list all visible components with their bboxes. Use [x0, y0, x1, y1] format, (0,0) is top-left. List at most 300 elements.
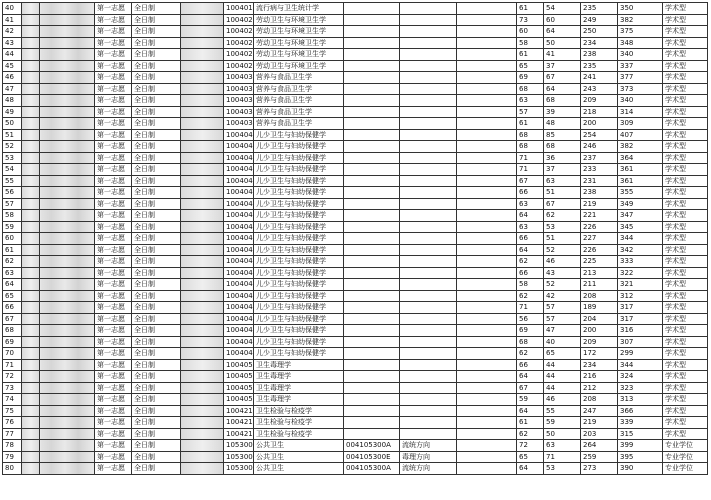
row-number-cell: 43 [3, 37, 22, 49]
row-number-cell: 40 [3, 3, 22, 15]
choice-cell: 第一志愿 [95, 210, 132, 222]
redacted-cell [181, 244, 224, 256]
direction-code-cell [344, 129, 400, 141]
score-cell: 200 [581, 325, 618, 337]
choice-cell: 第一志愿 [95, 60, 132, 72]
score-cell: 66 [517, 359, 544, 371]
direction-name-cell [400, 49, 457, 61]
table-row [3, 302, 708, 314]
major-code-cell: 100404 [224, 348, 254, 360]
major-name-cell: 儿少卫生与妇幼保健学 [254, 256, 344, 268]
study-mode-cell: 全日制 [132, 221, 181, 233]
empty-cell [457, 175, 517, 187]
table-row [3, 371, 708, 383]
direction-code-cell [344, 233, 400, 245]
total-score-cell: 337 [618, 60, 663, 72]
redacted-cell [181, 290, 224, 302]
score-cell: 238 [581, 187, 618, 199]
score-cell: 71 [544, 451, 581, 463]
major-code-cell: 100404 [224, 152, 254, 164]
major-code-cell: 100401 [224, 3, 254, 15]
degree-type-cell: 学术型 [663, 49, 708, 61]
choice-cell: 第一志愿 [95, 198, 132, 210]
total-score-cell: 322 [618, 267, 663, 279]
direction-code-cell: 004105300A [344, 463, 400, 475]
score-cell: 218 [581, 106, 618, 118]
direction-name-cell [400, 382, 457, 394]
redacted-cell [181, 405, 224, 417]
score-cell: 68 [544, 141, 581, 153]
table-row [3, 440, 708, 452]
redacted-cell [181, 279, 224, 291]
score-cell: 67 [517, 382, 544, 394]
degree-type-cell: 学术型 [663, 302, 708, 314]
redacted-cell [22, 14, 40, 26]
table-row [3, 405, 708, 417]
score-cell: 48 [544, 118, 581, 130]
study-mode-cell: 全日制 [132, 106, 181, 118]
score-cell: 64 [544, 26, 581, 38]
row-number-cell: 78 [3, 440, 22, 452]
degree-type-cell: 学术型 [663, 187, 708, 199]
score-cell: 60 [517, 26, 544, 38]
score-cell: 225 [581, 256, 618, 268]
choice-cell: 第一志愿 [95, 463, 132, 475]
direction-code-cell: 004105300E [344, 451, 400, 463]
study-mode-cell: 全日制 [132, 187, 181, 199]
redacted-cell [40, 152, 95, 164]
total-score-cell: 399 [618, 440, 663, 452]
score-cell: 63 [544, 175, 581, 187]
empty-cell [457, 244, 517, 256]
direction-name-cell [400, 428, 457, 440]
choice-cell: 第一志愿 [95, 302, 132, 314]
score-cell: 235 [581, 60, 618, 72]
major-code-cell: 100402 [224, 49, 254, 61]
degree-type-cell: 专业学位 [663, 451, 708, 463]
score-cell: 39 [544, 106, 581, 118]
direction-code-cell [344, 152, 400, 164]
score-cell: 200 [581, 118, 618, 130]
major-name-cell: 儿少卫生与妇幼保健学 [254, 313, 344, 325]
row-number-cell: 50 [3, 118, 22, 130]
major-code-cell: 100421 [224, 428, 254, 440]
major-code-cell: 100402 [224, 14, 254, 26]
redacted-cell [22, 336, 40, 348]
score-cell: 44 [544, 359, 581, 371]
score-cell: 254 [581, 129, 618, 141]
direction-name-cell [400, 3, 457, 15]
row-number-cell: 79 [3, 451, 22, 463]
score-cell: 226 [581, 221, 618, 233]
redacted-cell [181, 106, 224, 118]
redacted-cell [181, 382, 224, 394]
redacted-cell [40, 210, 95, 222]
table-row [3, 72, 708, 84]
empty-cell [457, 187, 517, 199]
direction-code-cell [344, 72, 400, 84]
major-name-cell: 劳动卫生与环境卫生学 [254, 26, 344, 38]
row-number-cell: 44 [3, 49, 22, 61]
redacted-cell [40, 279, 95, 291]
direction-code-cell [344, 302, 400, 314]
study-mode-cell: 全日制 [132, 129, 181, 141]
study-mode-cell: 全日制 [132, 371, 181, 383]
score-cell: 62 [517, 348, 544, 360]
major-name-cell: 公共卫生 [254, 440, 344, 452]
table-row [3, 95, 708, 107]
major-name-cell: 劳动卫生与环境卫生学 [254, 37, 344, 49]
redacted-cell [22, 290, 40, 302]
total-score-cell: 299 [618, 348, 663, 360]
major-code-cell: 100404 [224, 198, 254, 210]
score-cell: 69 [517, 72, 544, 84]
score-cell: 234 [581, 37, 618, 49]
major-name-cell: 儿少卫生与妇幼保健学 [254, 233, 344, 245]
direction-code-cell [344, 83, 400, 95]
major-code-cell: 105300 [224, 451, 254, 463]
score-cell: 69 [517, 325, 544, 337]
redacted-cell [22, 49, 40, 61]
score-cell: 238 [581, 49, 618, 61]
direction-name-cell [400, 417, 457, 429]
score-cell: 58 [517, 279, 544, 291]
redacted-cell [22, 451, 40, 463]
study-mode-cell: 全日制 [132, 95, 181, 107]
total-score-cell: 321 [618, 279, 663, 291]
redacted-cell [181, 256, 224, 268]
major-code-cell: 100403 [224, 83, 254, 95]
empty-cell [457, 290, 517, 302]
redacted-cell [22, 279, 40, 291]
redacted-cell [22, 106, 40, 118]
choice-cell: 第一志愿 [95, 428, 132, 440]
degree-type-cell: 学术型 [663, 141, 708, 153]
direction-name-cell [400, 72, 457, 84]
total-score-cell: 364 [618, 152, 663, 164]
choice-cell: 第一志愿 [95, 37, 132, 49]
major-name-cell: 儿少卫生与妇幼保健学 [254, 302, 344, 314]
redacted-cell [181, 348, 224, 360]
choice-cell: 第一志愿 [95, 290, 132, 302]
study-mode-cell: 全日制 [132, 198, 181, 210]
score-cell: 63 [517, 95, 544, 107]
degree-type-cell: 学术型 [663, 26, 708, 38]
direction-code-cell [344, 26, 400, 38]
direction-name-cell: 毒理方向 [400, 451, 457, 463]
major-name-cell: 儿少卫生与妇幼保健学 [254, 129, 344, 141]
study-mode-cell: 全日制 [132, 348, 181, 360]
redacted-cell [40, 187, 95, 199]
redacted-cell [40, 175, 95, 187]
degree-type-cell: 学术型 [663, 233, 708, 245]
row-number-cell: 52 [3, 141, 22, 153]
score-cell: 66 [517, 187, 544, 199]
table-row [3, 152, 708, 164]
score-cell: 243 [581, 83, 618, 95]
total-score-cell: 315 [618, 428, 663, 440]
score-cell: 71 [517, 302, 544, 314]
empty-cell [457, 428, 517, 440]
table-row [3, 244, 708, 256]
redacted-cell [40, 302, 95, 314]
redacted-cell [40, 371, 95, 383]
redacted-cell [22, 371, 40, 383]
study-mode-cell: 全日制 [132, 417, 181, 429]
direction-code-cell [344, 405, 400, 417]
empty-cell [457, 164, 517, 176]
direction-name-cell [400, 164, 457, 176]
empty-cell [457, 233, 517, 245]
score-cell: 64 [517, 405, 544, 417]
direction-code-cell [344, 417, 400, 429]
table-row [3, 60, 708, 72]
major-name-cell: 卫生毒理学 [254, 359, 344, 371]
major-name-cell: 流行病与卫生统计学 [254, 3, 344, 15]
major-name-cell: 儿少卫生与妇幼保健学 [254, 164, 344, 176]
table-row [3, 336, 708, 348]
score-cell: 61 [517, 49, 544, 61]
score-cell: 219 [581, 417, 618, 429]
row-number-cell: 68 [3, 325, 22, 337]
major-name-cell: 卫生检验与检疫学 [254, 417, 344, 429]
score-cell: 250 [581, 26, 618, 38]
table-row [3, 233, 708, 245]
degree-type-cell: 学术型 [663, 95, 708, 107]
major-name-cell: 儿少卫生与妇幼保健学 [254, 290, 344, 302]
redacted-cell [181, 417, 224, 429]
major-name-cell: 儿少卫生与妇幼保健学 [254, 348, 344, 360]
score-cell: 47 [544, 325, 581, 337]
redacted-cell [40, 95, 95, 107]
major-code-cell: 100404 [224, 325, 254, 337]
score-cell: 216 [581, 371, 618, 383]
major-code-cell: 100402 [224, 37, 254, 49]
score-cell: 40 [544, 336, 581, 348]
redacted-cell [181, 60, 224, 72]
row-number-cell: 62 [3, 256, 22, 268]
study-mode-cell: 全日制 [132, 49, 181, 61]
degree-type-cell: 学术型 [663, 290, 708, 302]
score-cell: 64 [517, 371, 544, 383]
major-name-cell: 儿少卫生与妇幼保健学 [254, 141, 344, 153]
major-name-cell: 儿少卫生与妇幼保健学 [254, 279, 344, 291]
redacted-cell [40, 267, 95, 279]
degree-type-cell: 学术型 [663, 72, 708, 84]
score-cell: 259 [581, 451, 618, 463]
score-cell: 61 [517, 417, 544, 429]
table-row [3, 164, 708, 176]
empty-cell [457, 440, 517, 452]
table-row [3, 417, 708, 429]
redacted-cell [40, 417, 95, 429]
choice-cell: 第一志愿 [95, 371, 132, 383]
direction-code-cell [344, 164, 400, 176]
major-code-cell: 100403 [224, 118, 254, 130]
choice-cell: 第一志愿 [95, 405, 132, 417]
choice-cell: 第一志愿 [95, 348, 132, 360]
redacted-cell [22, 417, 40, 429]
direction-code-cell [344, 279, 400, 291]
direction-name-cell [400, 198, 457, 210]
choice-cell: 第一志愿 [95, 325, 132, 337]
redacted-cell [22, 382, 40, 394]
study-mode-cell: 全日制 [132, 14, 181, 26]
major-name-cell: 儿少卫生与妇幼保健学 [254, 152, 344, 164]
total-score-cell: 349 [618, 198, 663, 210]
major-code-cell: 100404 [224, 290, 254, 302]
direction-code-cell [344, 244, 400, 256]
direction-name-cell [400, 233, 457, 245]
score-cell: 211 [581, 279, 618, 291]
row-number-cell: 55 [3, 175, 22, 187]
row-number-cell: 47 [3, 83, 22, 95]
degree-type-cell: 学术型 [663, 371, 708, 383]
redacted-cell [22, 164, 40, 176]
degree-type-cell: 学术型 [663, 221, 708, 233]
major-name-cell: 营养与食品卫生学 [254, 72, 344, 84]
row-number-cell: 74 [3, 394, 22, 406]
study-mode-cell: 全日制 [132, 83, 181, 95]
choice-cell: 第一志愿 [95, 187, 132, 199]
choice-cell: 第一志愿 [95, 175, 132, 187]
total-score-cell: 390 [618, 463, 663, 475]
major-code-cell: 100405 [224, 371, 254, 383]
direction-code-cell [344, 187, 400, 199]
empty-cell [457, 152, 517, 164]
total-score-cell: 348 [618, 37, 663, 49]
degree-type-cell: 学术型 [663, 164, 708, 176]
major-name-cell: 儿少卫生与妇幼保健学 [254, 187, 344, 199]
redacted-cell [22, 152, 40, 164]
choice-cell: 第一志愿 [95, 83, 132, 95]
score-cell: 203 [581, 428, 618, 440]
redacted-cell [181, 198, 224, 210]
redacted-cell [181, 141, 224, 153]
study-mode-cell: 全日制 [132, 141, 181, 153]
score-cell: 65 [517, 60, 544, 72]
score-cell: 53 [544, 221, 581, 233]
study-mode-cell: 全日制 [132, 3, 181, 15]
table-row [3, 279, 708, 291]
table-row [3, 129, 708, 141]
score-cell: 59 [517, 394, 544, 406]
study-mode-cell: 全日制 [132, 118, 181, 130]
direction-name-cell [400, 26, 457, 38]
major-code-cell: 100403 [224, 95, 254, 107]
total-score-cell: 324 [618, 371, 663, 383]
redacted-cell [181, 175, 224, 187]
choice-cell: 第一志愿 [95, 95, 132, 107]
total-score-cell: 309 [618, 118, 663, 130]
redacted-cell [22, 302, 40, 314]
table-row [3, 359, 708, 371]
major-code-cell: 105300 [224, 463, 254, 475]
total-score-cell: 339 [618, 417, 663, 429]
score-cell: 50 [544, 37, 581, 49]
direction-name-cell [400, 313, 457, 325]
redacted-cell [40, 440, 95, 452]
score-cell: 63 [544, 440, 581, 452]
score-cell: 72 [517, 440, 544, 452]
redacted-cell [22, 95, 40, 107]
choice-cell: 第一志愿 [95, 26, 132, 38]
score-cell: 53 [544, 463, 581, 475]
empty-cell [457, 302, 517, 314]
direction-name-cell [400, 256, 457, 268]
score-cell: 226 [581, 244, 618, 256]
score-cell: 237 [581, 152, 618, 164]
score-cell: 60 [544, 14, 581, 26]
redacted-cell [22, 141, 40, 153]
redacted-cell [40, 106, 95, 118]
empty-cell [457, 359, 517, 371]
major-name-cell: 卫生毒理学 [254, 382, 344, 394]
direction-code-cell [344, 336, 400, 348]
score-cell: 64 [517, 463, 544, 475]
score-cell: 208 [581, 394, 618, 406]
study-mode-cell: 全日制 [132, 405, 181, 417]
redacted-cell [181, 164, 224, 176]
degree-type-cell: 学术型 [663, 405, 708, 417]
total-score-cell: 407 [618, 129, 663, 141]
choice-cell: 第一志愿 [95, 417, 132, 429]
major-code-cell: 100404 [224, 210, 254, 222]
redacted-cell [22, 37, 40, 49]
direction-name-cell [400, 279, 457, 291]
score-cell: 57 [544, 302, 581, 314]
score-cell: 43 [544, 267, 581, 279]
score-cell: 62 [517, 256, 544, 268]
major-name-cell: 营养与食品卫生学 [254, 106, 344, 118]
degree-type-cell: 专业学位 [663, 463, 708, 475]
score-cell: 66 [517, 233, 544, 245]
total-score-cell: 361 [618, 175, 663, 187]
score-cell: 52 [544, 244, 581, 256]
choice-cell: 第一志愿 [95, 359, 132, 371]
score-cell: 231 [581, 175, 618, 187]
score-cell: 37 [544, 164, 581, 176]
major-name-cell: 卫生检验与检疫学 [254, 428, 344, 440]
redacted-cell [22, 267, 40, 279]
redacted-cell [181, 267, 224, 279]
redacted-cell [181, 233, 224, 245]
score-cell: 37 [544, 60, 581, 72]
admission-score-table [2, 2, 708, 475]
redacted-cell [40, 359, 95, 371]
direction-name-cell: 流统方向 [400, 440, 457, 452]
choice-cell: 第一志愿 [95, 336, 132, 348]
table-row [3, 141, 708, 153]
redacted-cell [22, 3, 40, 15]
direction-name-cell [400, 336, 457, 348]
redacted-cell [22, 175, 40, 187]
major-code-cell: 100404 [224, 256, 254, 268]
major-name-cell: 劳动卫生与环境卫生学 [254, 60, 344, 72]
redacted-cell [22, 440, 40, 452]
score-cell: 63 [517, 221, 544, 233]
direction-code-cell [344, 118, 400, 130]
row-number-cell: 57 [3, 198, 22, 210]
major-code-cell: 100404 [224, 336, 254, 348]
redacted-cell [22, 256, 40, 268]
row-number-cell: 80 [3, 463, 22, 475]
score-cell: 67 [517, 175, 544, 187]
score-cell: 42 [544, 290, 581, 302]
direction-code-cell [344, 394, 400, 406]
score-cell: 204 [581, 313, 618, 325]
row-number-cell: 41 [3, 14, 22, 26]
